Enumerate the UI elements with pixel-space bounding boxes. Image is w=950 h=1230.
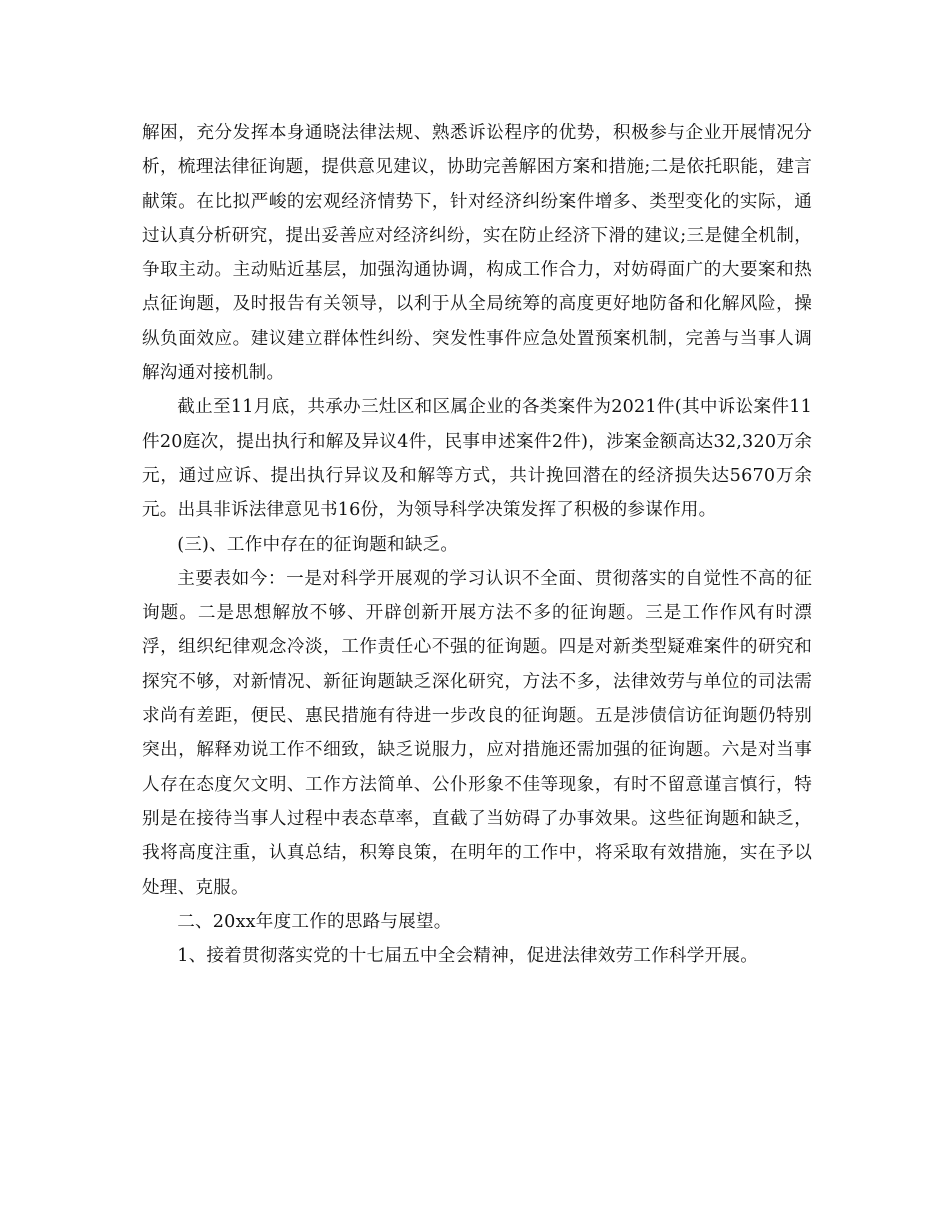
paragraph-continuation: 解困，充分发挥本身通晓法律法规、熟悉诉讼程序的优势，积极参与企业开展情况分析，梳理法律征询题，提供意见建议，协助完善解困方案和措施;二是依托职能，建言献策。在比拟严峻的宏观经济情势下，针对经济纠纷案件增多、类型变化的实际，通过认真分析研究，提出妥善应对经济纠纷，实在防止经济下滑的建议;三是健全机制，争取主动。主动贴近基层，加强沟通协调，构成工作合力，对妨碍面广的大要案和热点征询题，及时报告有关领导，以利于从全局统筹的高度更好地防备和化解风险，操纵负面效应。建议建立群体性纠纷、突发性事件应急处置预案机制，完善与当事人调解沟通对接机制。 bbox=[142, 123, 812, 384]
paragraph-problems-detail: 主要表如今：一是对科学开展观的学习认识不全面、贯彻落实的自觉性不高的征询题。二是思想解放不够、开辟创新开展方法不多的征询题。三是工作作风有时漂浮，组织纪律观念冷淡，工作责任心不强的征询题。四是对新类型疑难案件的研究和探究不够，对新情况、新征询题缺乏深化研究，方法不多，法律效劳与单位的司法需求尚有差距，便民、惠民措施有待进一步改良的征询题。五是涉债信访征询题仍特别突出，解释劝说工作不细致，缺乏说服力，应对措施还需加强的征询题。六是对当事人存在态度欠文明、工作方法简单、公仆形象不佳等现象，有时不留意谨言慎行，特别是在接待当事人过程中表态草率，直截了当妨碍了办事效果。这些征询题和缺乏，我将高度注重，认真总结，积筹良策，在明年的工作中，将采取有效措施，实在予以处理、克服。 bbox=[142, 568, 812, 898]
list-item-1: 1、接着贯彻落实党的十七届五中全会精神，促进法律效劳工作科学开展。 bbox=[177, 946, 758, 967]
section-heading-problems: (三)、工作中存在的征询题和缺乏。 bbox=[177, 534, 459, 555]
paragraph-case-statistics: 截止至11月底，共承办三灶区和区属企业的各类案件为2021件(其中诉讼案件11件20庭次，提出执行和解及异议4件，民事申述案件2件)，涉案金额高达32,320万余元，通过应诉、提出执行异议及和解等方式，共计挽回潜在的经济损失达5670万余元。出具非诉法律意见书16份，为领导科学决策发挥了积极的参谋作用。 bbox=[142, 397, 812, 521]
section-heading-outlook: 二、20xx年度工作的思路与展望。 bbox=[177, 911, 452, 932]
document-body bbox=[142, 116, 812, 973]
